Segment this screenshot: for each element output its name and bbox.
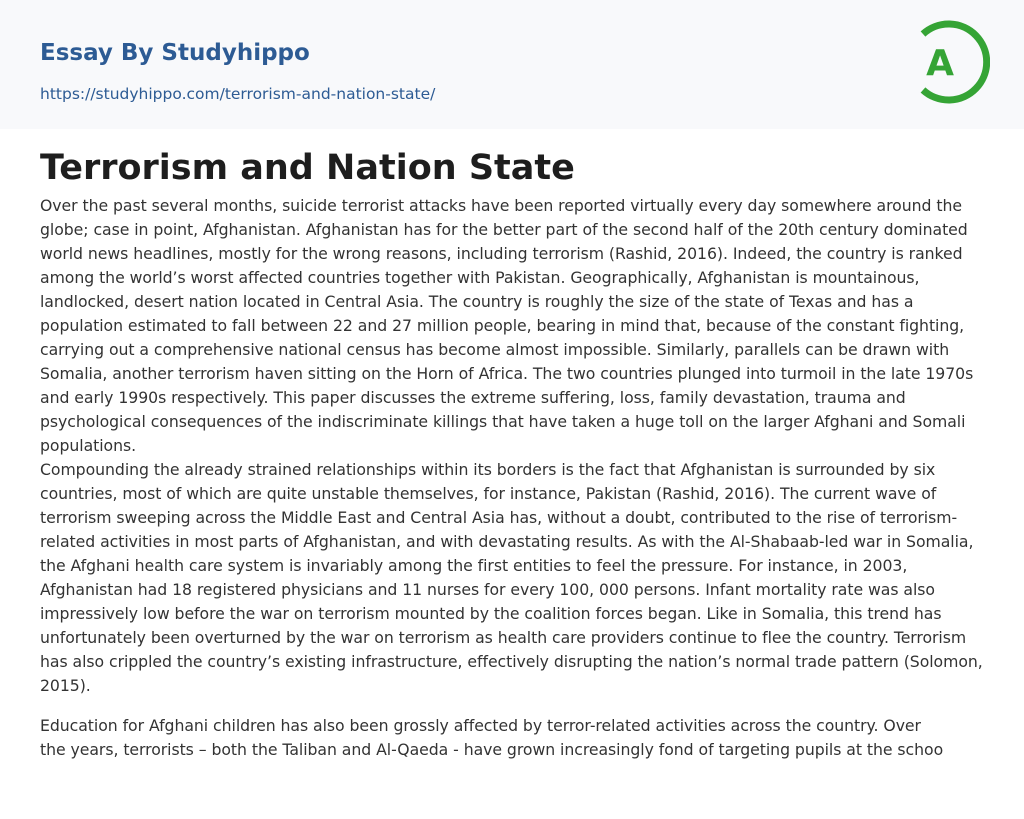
paragraph-gap xyxy=(40,698,984,714)
article-content xyxy=(40,146,984,762)
article-title: Terrorism and Nation State xyxy=(40,148,575,188)
logo-letter: A xyxy=(926,43,954,84)
site-header xyxy=(0,0,1024,129)
paragraph-3-line-2: the years, terrorists – both the Taliban and Al-Qaeda - have grown increasingly fond of targeting pupils at the schoo xyxy=(40,740,944,759)
brand-title: Essay By Studyhippo xyxy=(40,40,310,66)
paragraph-1: Over the past several months, suicide terrorist attacks have been reported virtually every day somewhere around the globe; case in point, Afghanistan. Afghanistan has for the better part of the second half of the 20th century dominated world news headlines, mostly for the wrong reasons, including terrorism (Rashid, 2016). Indeed, the country is ranked among the world’s worst affected countries together with Pakistan. Geographically, Afghanistan is mountainous, landlocked, desert nation located in Central Asia. The country is roughly the size of the state of Texas and has a population estimated to fall between 22 and 27 million people, bearing in mind that, because of the constant fighting, carrying out a comprehensive national census has become almost impossible. Similarly, parallels can be drawn with Somalia, another terrorism haven sitting on the Horn of Africa. The two countries plunged into turmoil in the late 1970s and early 1990s respectively. This paper discusses the extreme suffering, loss, family devastation, trauma and psychological consequences of the indiscriminate killings that have taken a huge toll on the larger Afghani and Somali populations. xyxy=(40,196,974,455)
paragraph-3-line-1: Education for Afghani children has also been grossly affected by terror-related activities across the country. Over xyxy=(40,716,921,735)
studyhippo-logo-icon xyxy=(906,18,990,106)
essay-url-link[interactable]: https://studyhippo.com/terrorism-and-nation-state/ xyxy=(40,85,436,103)
paragraph-3 xyxy=(40,714,984,762)
paragraph-2: Compounding the already strained relationships within its borders is the fact that Afghanistan is surrounded by six countries, most of which are quite unstable themselves, for instance, Pakistan (Rashid, 2016). The current wave of terrorism sweeping across the Middle East and Central Asia has, without a doubt, contributed to the rise of terrorism-related activities in most parts of Afghanistan, and with devastating results. As with the Al-Shabaab-led war in Somalia, the Afghani health care system is invariably among the first entities to feel the pressure. For instance, in 2003, Afghanistan had 18 registered physicians and 11 nurses for every 100, 000 persons. Infant mortality rate was also impressively low before the war on terrorism mounted by the coalition forces began. Like in Somalia, this trend has unfortunately been overturned by the war on terrorism as health care providers continue to flee the country. Terrorism has also crippled the country’s existing infrastructure, effectively disrupting the nation’s normal trade pattern (Solomon, 2015). xyxy=(40,460,983,695)
